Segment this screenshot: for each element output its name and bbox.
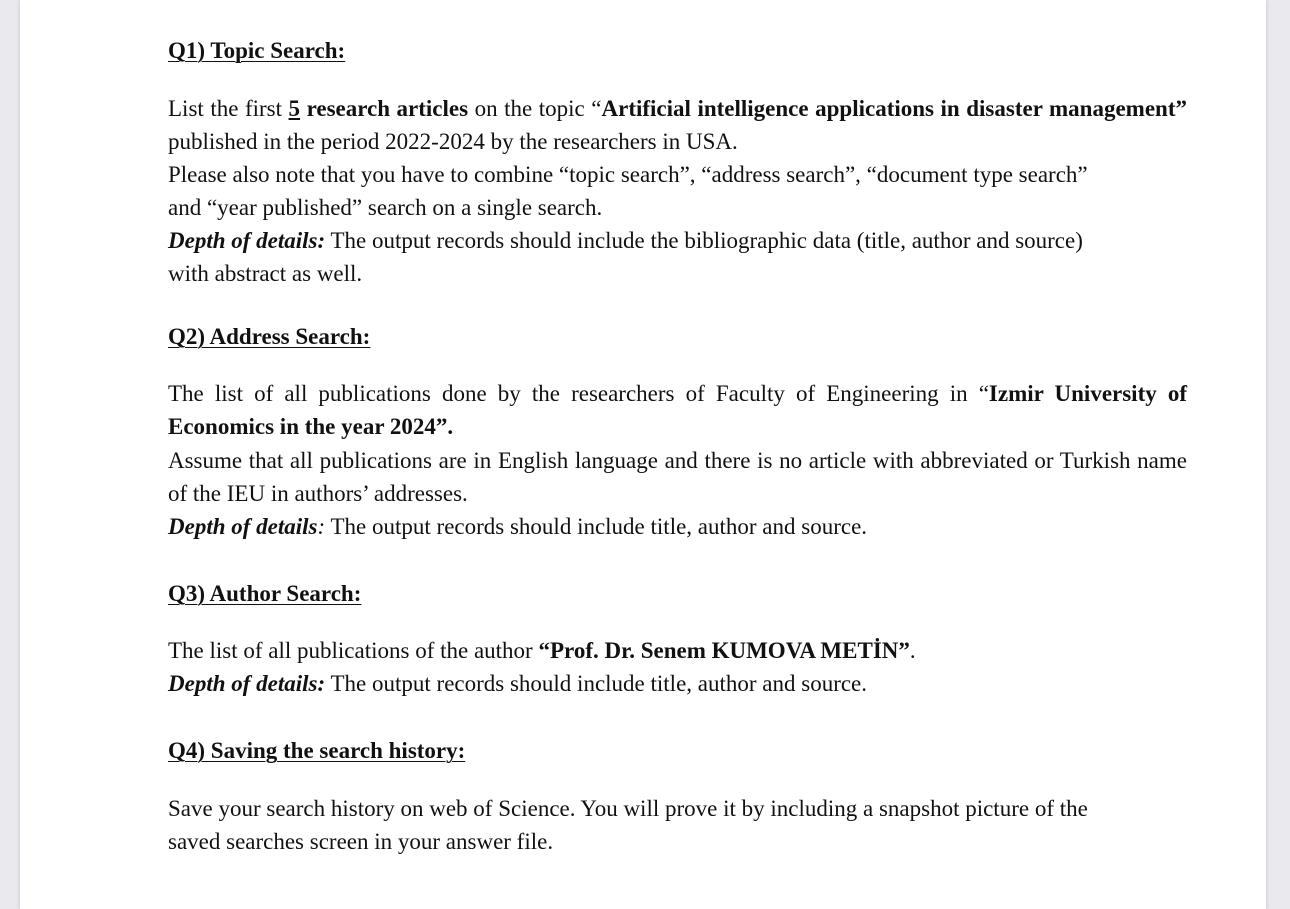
q1-depth-label: Depth of details: (168, 228, 326, 253)
q4-heading: Q4) Saving the search history: (168, 738, 466, 763)
q2-depth-of-details (168, 510, 1187, 543)
q1-depth-line-2: with abstract as well. (168, 261, 363, 286)
q3-depth-label: Depth of details: (168, 671, 326, 696)
q1-paragraph-2-line-2: and “year published” search on a single search. (168, 195, 603, 220)
q2-heading: Q2) Address Search: (168, 324, 371, 349)
q1-heading: Q1) Topic Search: (168, 38, 346, 63)
q3-paragraph-1 (168, 634, 1187, 667)
q1-depth-of-details (168, 224, 1187, 257)
q2-paragraph-2: Assume that all publications are in English language and there is no article with abbreviated or Turkish name of the IEU in authors’ addresses. (168, 448, 1187, 506)
q2-text-a: The list of all publications done by the researchers of Faculty of Engineering in “ (168, 381, 989, 406)
q2-depth-text: The output records should include title, author and source. (325, 514, 868, 539)
q3-text-a: The list of all publications of the author (168, 638, 539, 663)
q1-paragraph-2-line-1: Please also note that you have to combine “topic search”, “address search”, “document type search” (168, 162, 1088, 187)
q1-text-a: List the first (168, 96, 289, 121)
q2-depth-colon: : (317, 514, 326, 539)
q3-depth-text: The output records should include title, author and source. (325, 671, 868, 696)
q3-depth-of-details (168, 667, 1187, 700)
q4-paragraph-line-1: Save your search history on web of Science. You will prove it by including a snapshot picture of the (168, 796, 1088, 821)
q3-author-name: “Prof. Dr. Senem KUMOVA METİN” (538, 638, 910, 663)
q4-paragraph-line-2: saved searches screen in your answer file. (168, 829, 554, 854)
q1-paragraph-1 (168, 92, 1187, 158)
q1-article-count: 5 (288, 96, 301, 121)
q2-depth-label: Depth of details (168, 514, 318, 539)
q2-paragraph-1 (168, 377, 1187, 443)
q1-research-articles: research articles (300, 96, 469, 121)
q2-institution: Izmir University of Economics in the year 2024”. (168, 381, 1187, 439)
q3-heading: Q3) Author Search: (168, 581, 362, 606)
document-page (20, 0, 1266, 909)
q1-text-d: published in the period 2022-2024 by the researchers in USA. (168, 129, 738, 154)
q3-text-end: . (909, 638, 916, 663)
q1-topic: Artificial intelligence applications in disaster management” (601, 96, 1187, 121)
q1-text-c: on the topic “ (468, 96, 602, 121)
q1-depth-text: The output records should include the bibliographic data (title, author and source) (325, 228, 1083, 253)
